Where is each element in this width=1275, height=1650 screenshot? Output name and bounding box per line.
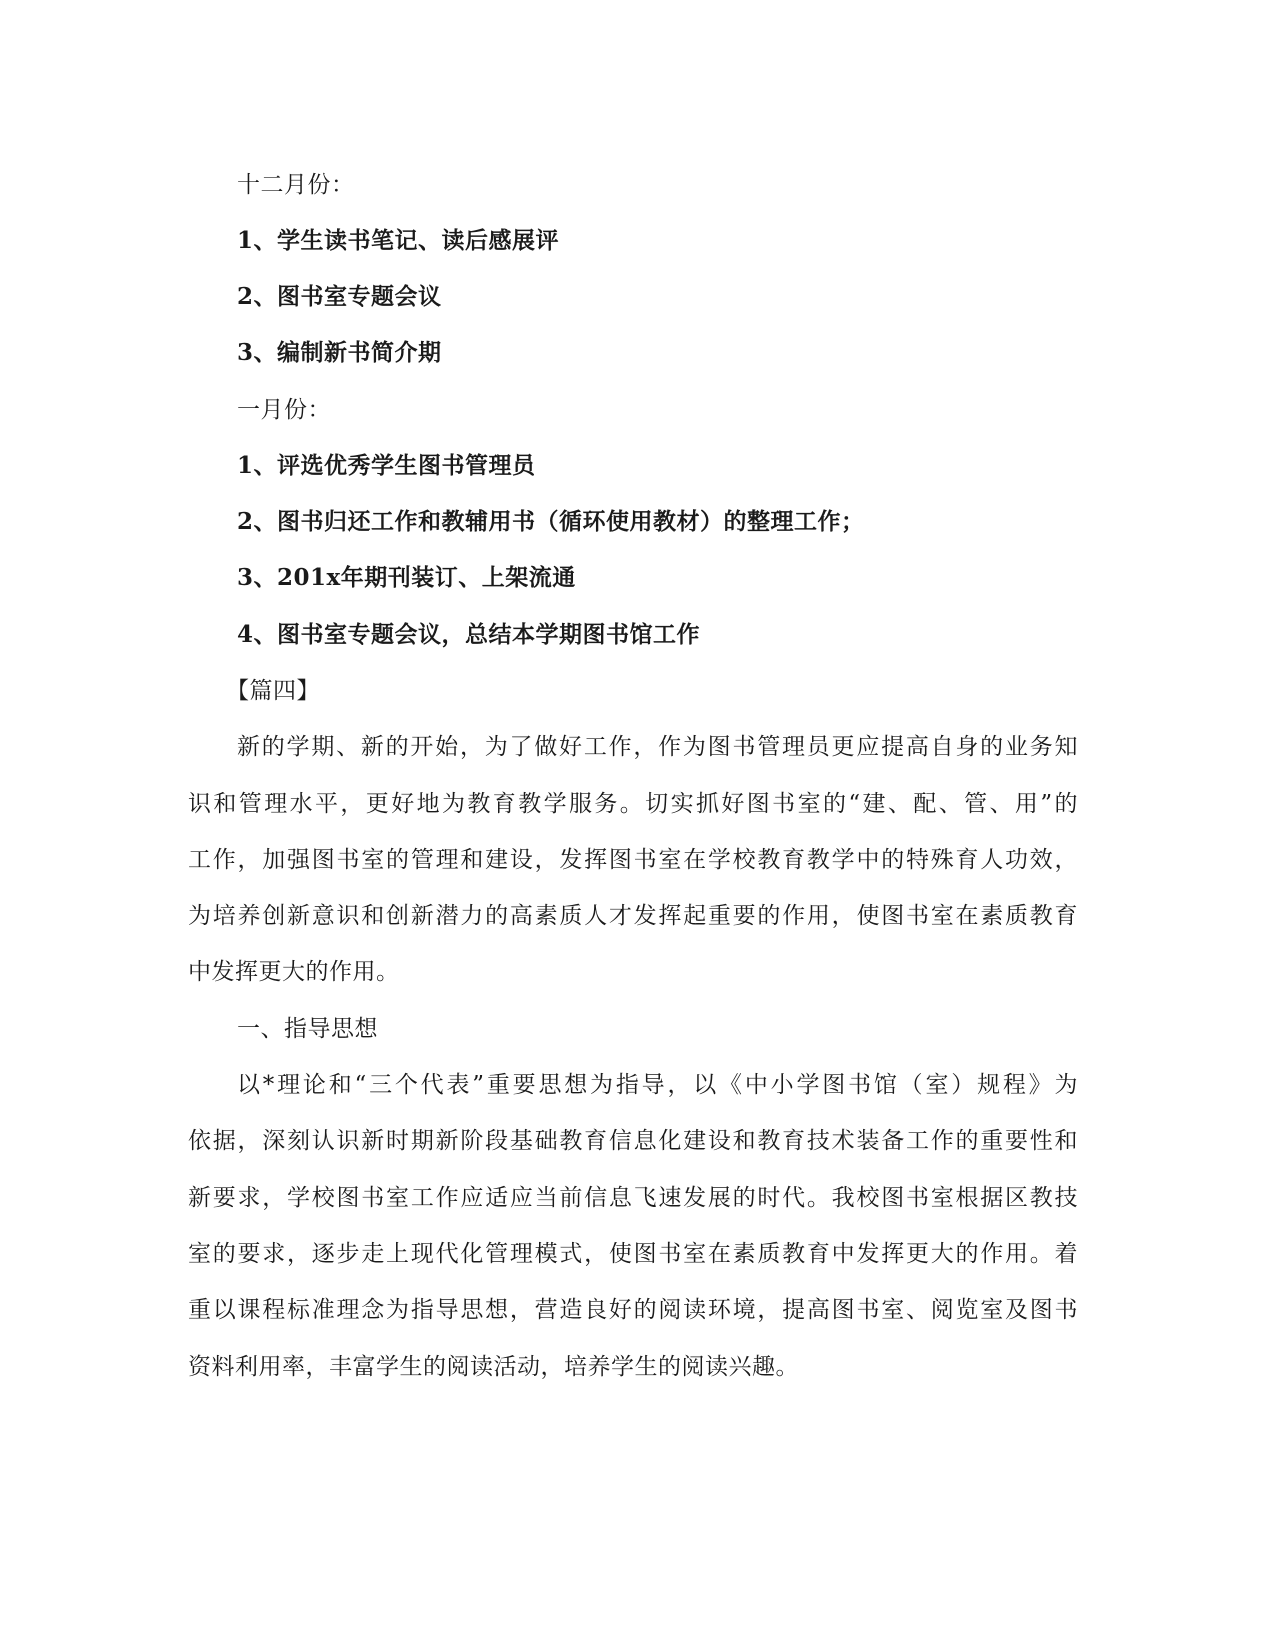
guiding-paragraph-line: 重以课程标准理念为指导思想，营造良好的阅读环境，提高图书室、阅览室及图书 [188, 1297, 1078, 1323]
guiding-heading: 一、指导思想 [237, 1016, 378, 1042]
december-item-2: 2、图书室专题会议 [237, 283, 442, 310]
january-heading: 一月份： [237, 397, 331, 423]
intro-paragraph-line: 为培养创新意识和创新潜力的高素质人才发挥起重要的作用，使图书室在素质教育 [188, 903, 1078, 929]
guiding-paragraph-line: 新要求，学校图书室工作应适应当前信息飞速发展的时代。我校图书室根据区教技 [188, 1185, 1078, 1211]
january-item-4: 4、图书室专题会议，总结本学期图书馆工作 [237, 621, 701, 648]
intro-paragraph-line: 识和管理水平，更好地为教育教学服务。切实抓好图书室的“建、配、管、用”的 [188, 791, 1078, 817]
december-heading: 十二月份： [237, 172, 355, 198]
january-item-3: 3、201x年期刊装订、上架流通 [237, 564, 576, 591]
guiding-paragraph-line: 依据，深刻认识新时期新阶段基础教育信息化建设和教育技术装备工作的重要性和 [188, 1128, 1078, 1154]
intro-paragraph-line: 工作，加强图书室的管理和建设，发挥图书室在学校教育教学中的特殊育人功效， [188, 847, 1078, 873]
intro-paragraph-line: 中发挥更大的作用。 [188, 959, 400, 985]
december-item-3: 3、编制新书简介期 [237, 339, 442, 366]
section-four-title: 【篇四】 [226, 678, 320, 704]
guiding-paragraph-line: 资料利用率，丰富学生的阅读活动，培养学生的阅读兴趣。 [188, 1354, 799, 1380]
guiding-paragraph-line: 室的要求，逐步走上现代化管理模式，使图书室在素质教育中发挥更大的作用。着 [188, 1241, 1078, 1267]
guiding-paragraph-line: 以*理论和“三个代表”重要思想为指导，以《中小学图书馆（室）规程》为 [237, 1072, 1078, 1098]
january-item-2: 2、图书归还工作和教辅用书（循环使用教材）的整理工作； [237, 508, 865, 535]
january-item-1: 1、评选优秀学生图书管理员 [237, 452, 536, 479]
intro-paragraph-line: 新的学期、新的开始，为了做好工作，作为图书管理员更应提高自身的业务知 [237, 734, 1078, 760]
december-item-1: 1、学生读书笔记、读后感展评 [237, 227, 560, 254]
